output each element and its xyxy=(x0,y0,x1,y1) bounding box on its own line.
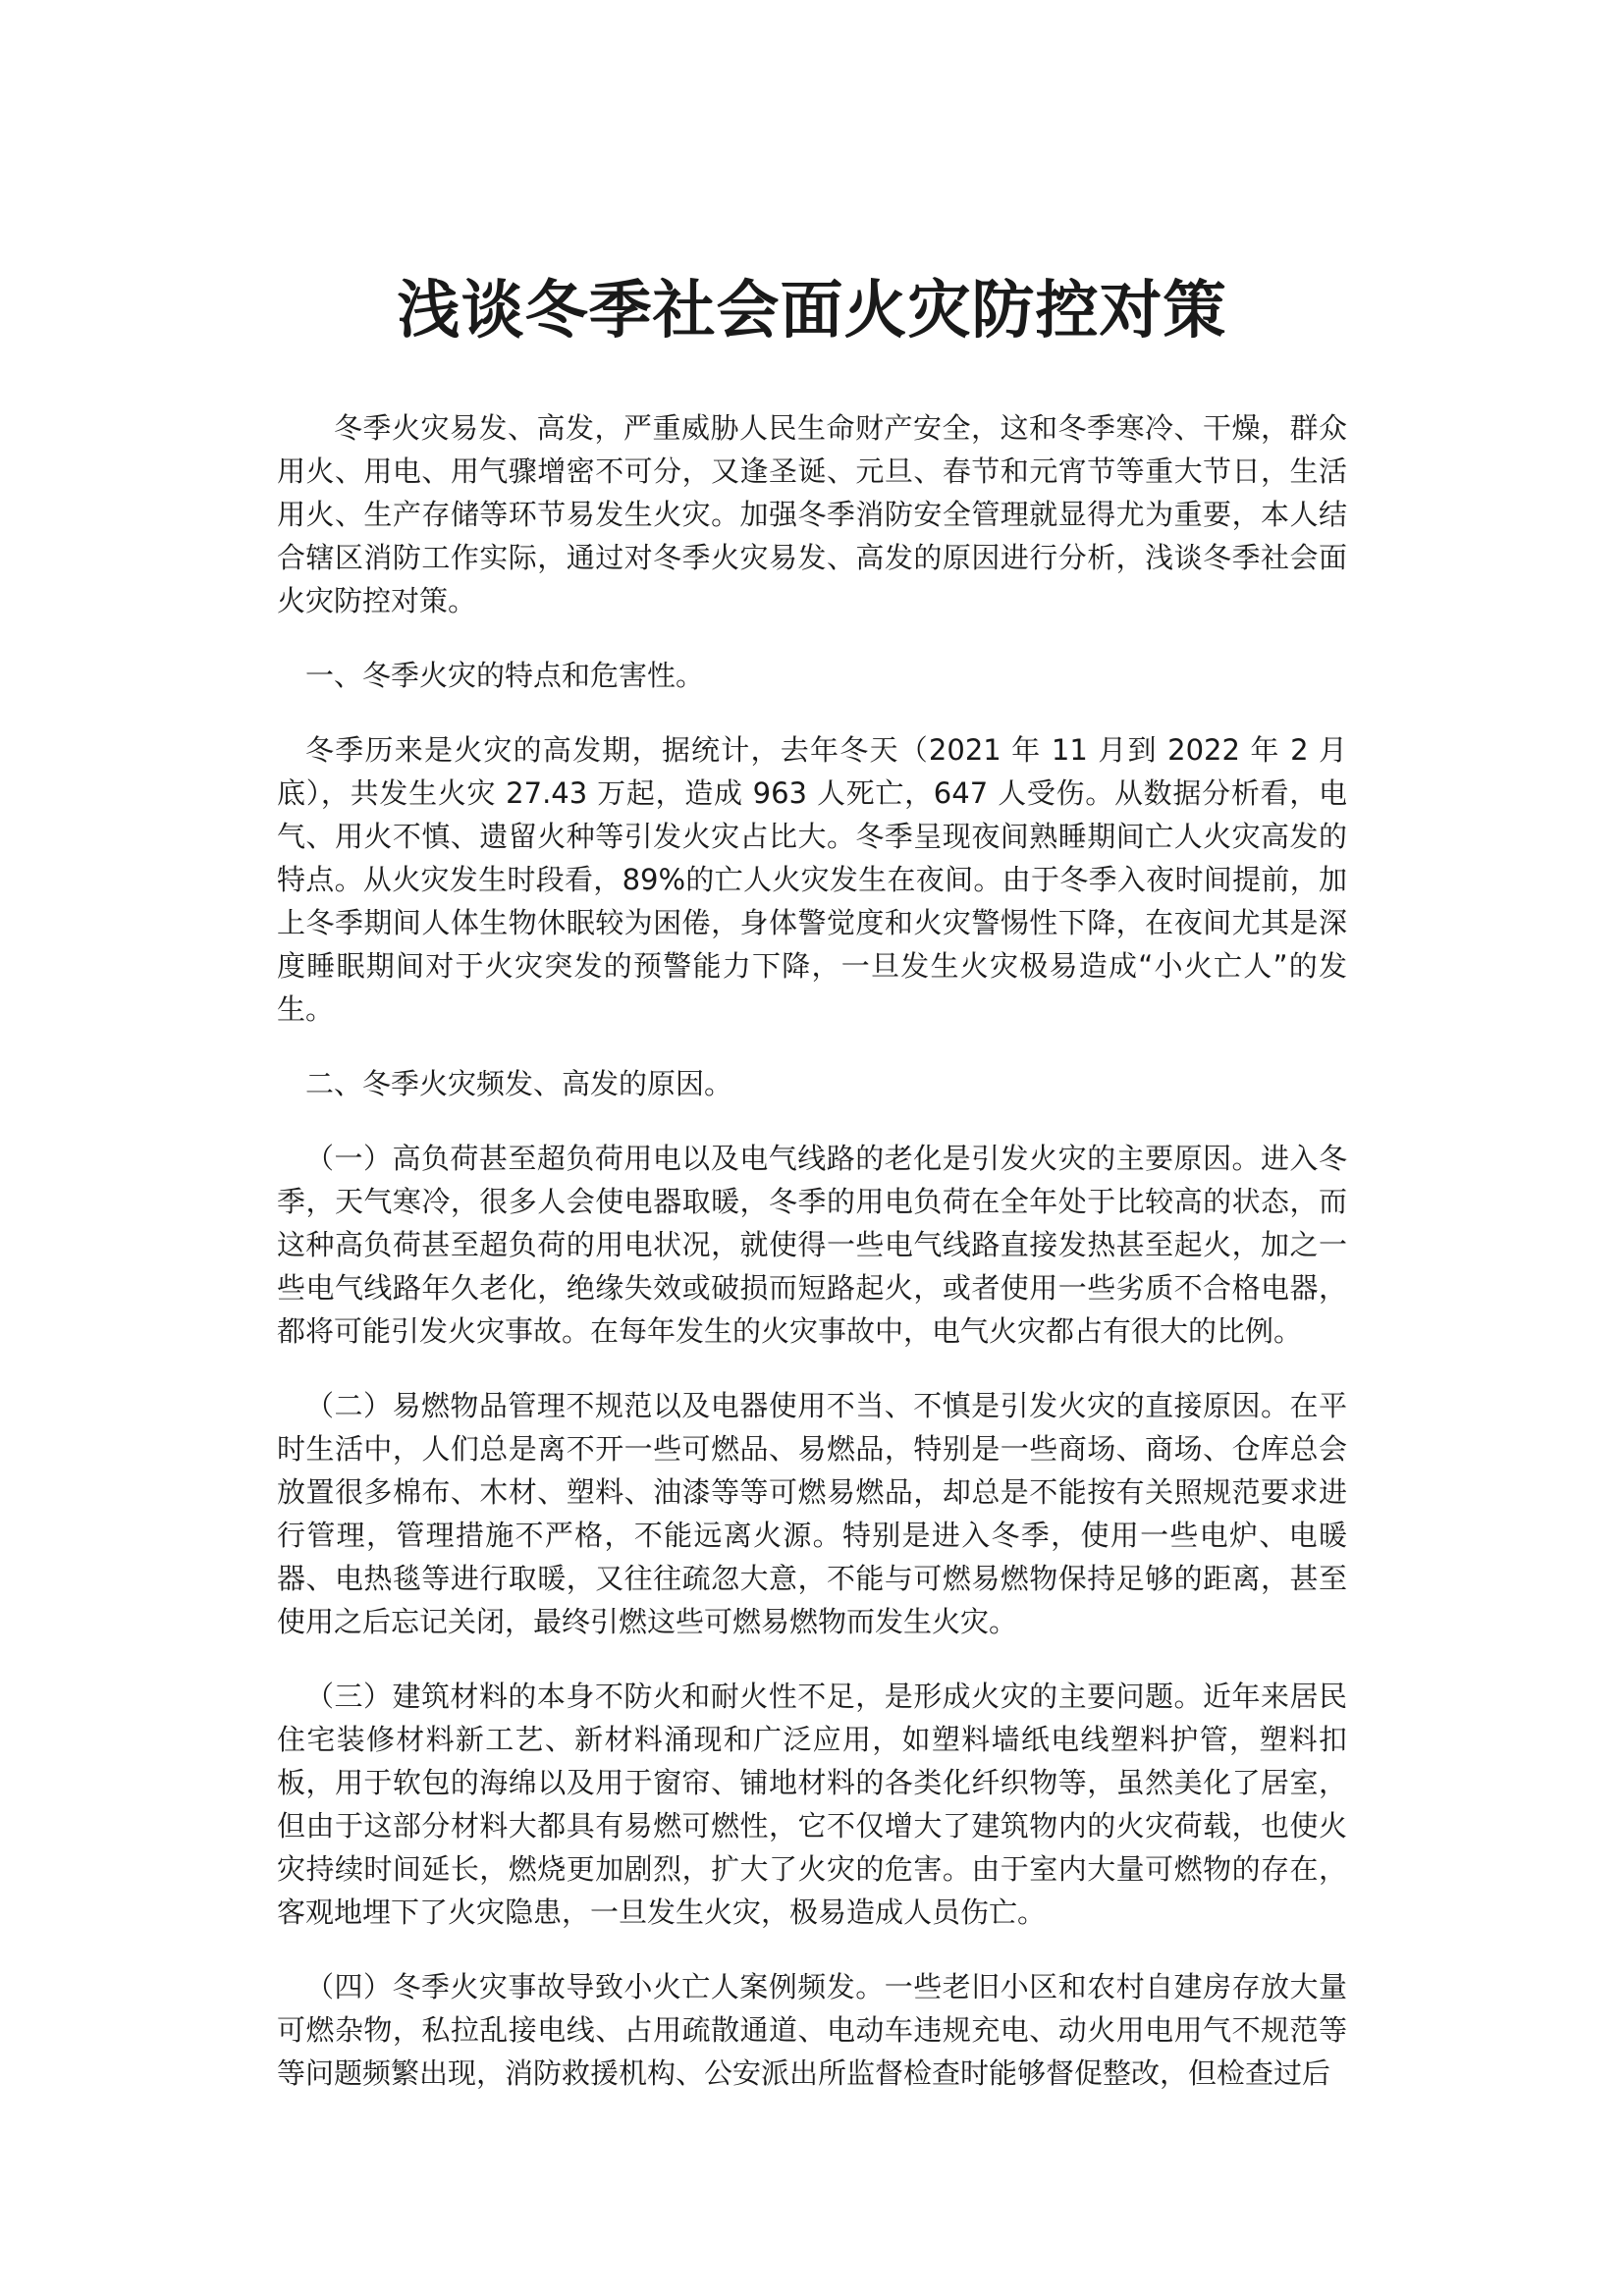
cause-paragraph-4: （四）冬季火灾事故导致小火亡人案例频发。一些老旧小区和农村自建房存放大量可燃杂物，私拉乱接电线、占用疏散通道、电动车违规充电、动火用电用气不规范等等问题频繁出现，消防救援机构、公安派出所监督检查时能够督促整改，但检查过后 xyxy=(277,1970,1347,2090)
document-body xyxy=(277,406,1347,2126)
cause-paragraph-3: （三）建筑材料的本身不防火和耐火性不足，是形成火灾的主要问题。近年来居民住宅装修材料新工艺、新材料涌现和广泛应用，如塑料墙纸电线塑料护管，塑料扣板，用于软包的海绵以及用于窗帘、铺地材料的各类化纤织物等，虽然美化了居室，但由于这部分材料大都具有易燃可燃性，它不仅增大了建筑物内的火灾荷载，也使火灾持续时间延长，燃烧更加剧烈，扩大了火灾的危害。由于室内大量可燃物的存在，客观地埋下了火灾隐患，一旦发生火灾，极易造成人员伤亡。 xyxy=(277,1680,1347,1929)
section-1-paragraph: 冬季历来是火灾的高发期，据统计，去年冬天（2021 年 11 月到 2022 年 2 月底），共发生火灾 27.43 万起，造成 963 人死亡，647 人受伤。从数据分析看，电气、用火不慎、遗留火种等引发火灾占比大。冬季呈现夜间熟睡期间亡人火灾高发的特点。从火灾发生时段看，89%的亡人火灾发生在夜间。由于冬季入夜时间提前，加上冬季期间人体生物休眠较为困倦，身体警觉度和火灾警惕性下降，在夜间尤其是深度睡眠期间对于火灾突发的预警能力下降，一旦发生火灾极易造成“小火亡人”的发生。 xyxy=(277,733,1347,1026)
document-title: 浅谈冬季社会面火灾防控对策 xyxy=(397,275,1227,347)
section-heading-1: 一、冬季火灾的特点和危害性。 xyxy=(305,659,705,692)
intro-paragraph: 冬季火灾易发、高发，严重威胁人民生命财产安全，这和冬季寒冷、干燥，群众用火、用电、用气骤增密不可分，又逢圣诞、元旦、春节和元宵节等重大节日，生活用火、生产存储等环节易发生火灾。加强冬季消防安全管理就显得尤为重要，本人结合辖区消防工作实际，通过对冬季火灾易发、高发的原因进行分析，浅谈冬季社会面火灾防控对策。 xyxy=(277,411,1347,617)
section-heading-2: 二、冬季火灾频发、高发的原因。 xyxy=(305,1067,733,1100)
cause-paragraph-2: （二）易燃物品管理不规范以及电器使用不当、不慎是引发火灾的直接原因。在平时生活中，人们总是离不开一些可燃品、易燃品，特别是一些商场、商场、仓库总会放置很多棉布、木材、塑料、油漆等等可燃易燃品，却总是不能按有关照规范要求进行管理，管理措施不严格，不能远离火源。特别是进入冬季，使用一些电炉、电暖器、电热毯等进行取暖，又往往疏忽大意，不能与可燃易燃物保持足够的距离，甚至使用之后忘记关闭，最终引燃这些可燃易燃物而发生火灾。 xyxy=(277,1389,1347,1638)
cause-paragraph-1: （一）高负荷甚至超负荷用电以及电气线路的老化是引发火灾的主要原因。进入冬季，天气寒冷，很多人会使电器取暖，冬季的用电负荷在全年处于比较高的状态，而这种高负荷甚至超负荷的用电状况，就使得一些电气线路直接发热甚至起火，加之一些电气线路年久老化，绝缘失效或破损而短路起火，或者使用一些劣质不合格电器，都将可能引发火灾事故。在每年发生的火灾事故中，电气火灾都占有很大的比例。 xyxy=(277,1142,1347,1348)
